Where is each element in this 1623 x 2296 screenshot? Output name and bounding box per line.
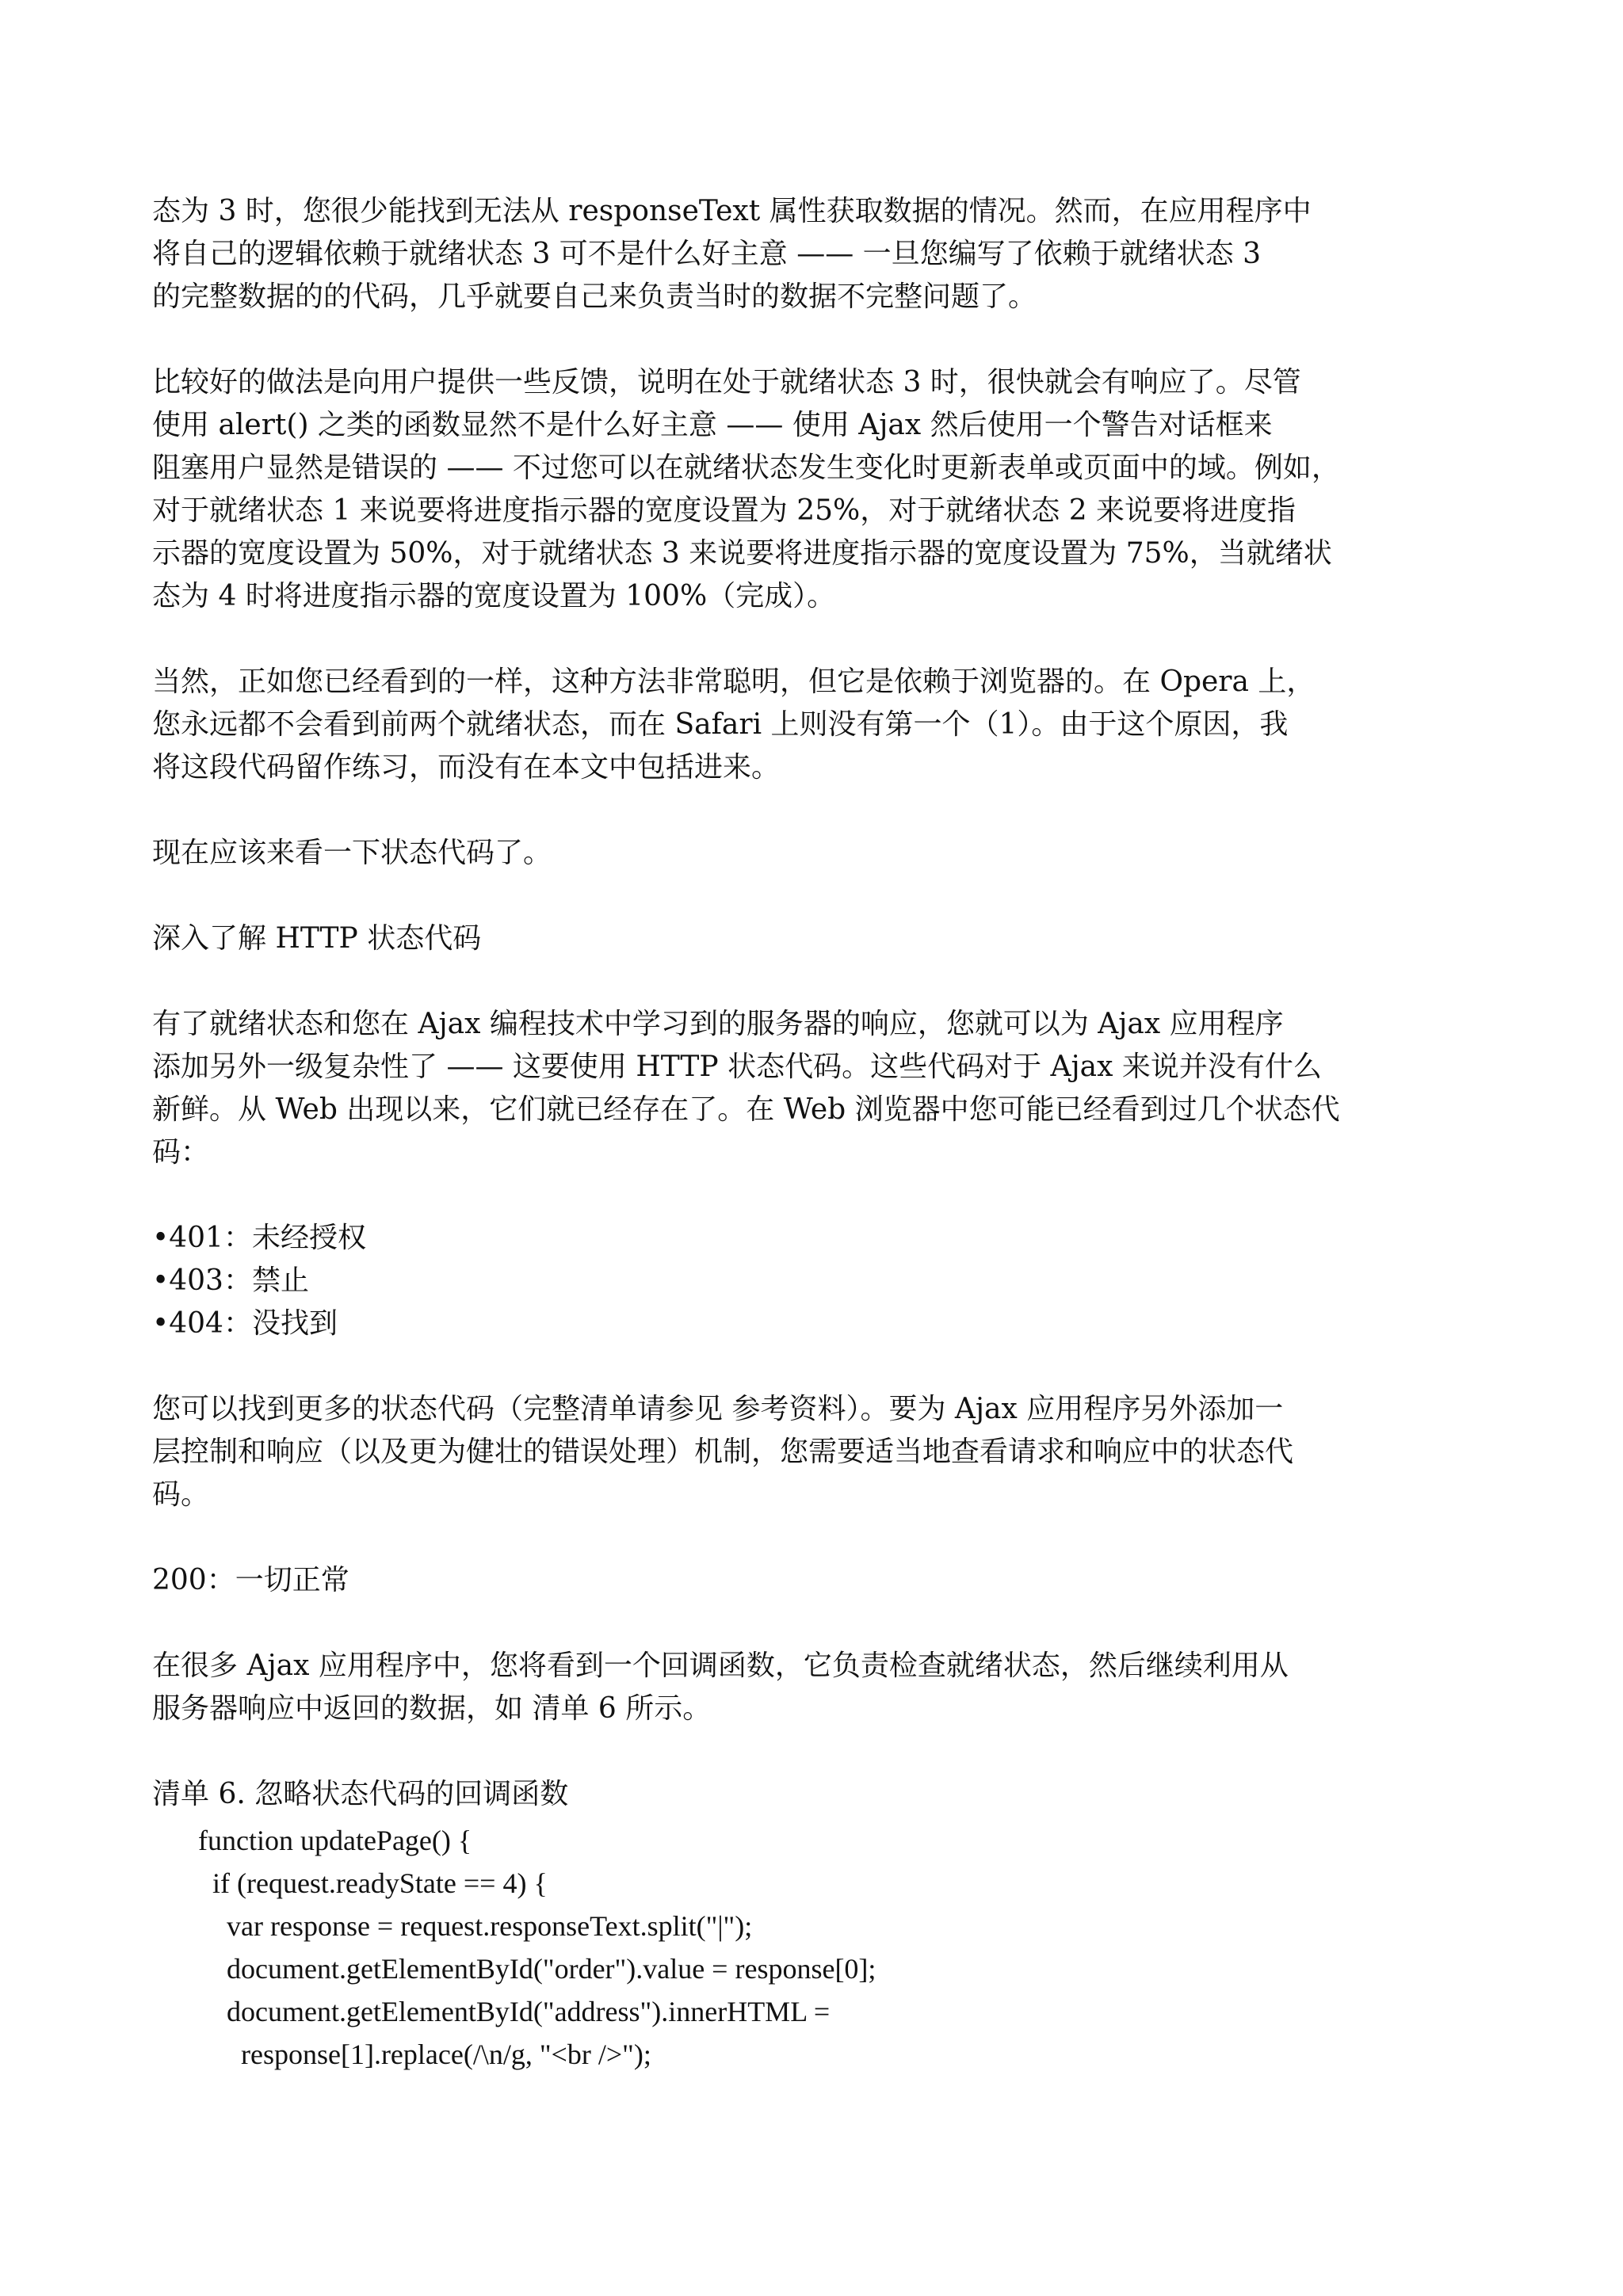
text-line: 示器的宽度设置为 50%，对于就绪状态 3 来说要将进度指示器的宽度设置为 75%，当就绪状	[152, 537, 1332, 570]
list-item-401: •401：未经授权	[152, 1222, 366, 1254]
code-line: document.getElementById("address").innerHTML =	[198, 1996, 831, 2027]
text-line: 有了就绪状态和您在 Ajax 编程技术中学习到的服务器的响应，您就可以为 Ajax 应用程序	[152, 1008, 1284, 1040]
paragraph-ready-state-3	[152, 190, 1499, 318]
text-line: 将这段代码留作练习，而没有在本文中包括进来。	[152, 751, 781, 784]
heading-text: 深入了解 HTTP 状态代码	[152, 922, 482, 955]
text-line: 将自己的逻辑依赖于就绪状态 3 可不是什么好主意 —— 一旦您编写了依赖于就绪状态 3	[152, 238, 1262, 270]
text-line: 码：	[152, 1136, 210, 1169]
text-line: 态为 3 时，您很少能找到无法从 responseText 属性获取数据的情况。然而，在应用程序中	[152, 195, 1312, 227]
text-line: 阻塞用户显然是错误的 —— 不过您可以在就绪状态发生变化时更新表单或页面中的域。例如，	[152, 452, 1340, 484]
text-line: 在很多 Ajax 应用程序中，您将看到一个回调函数，它负责检查就绪状态，然后继续利用从	[152, 1650, 1289, 1682]
paragraph-callback-intro	[152, 1645, 1499, 1730]
text-line: 现在应该来看一下状态代码了。	[152, 837, 552, 869]
list-item-404: •404：没找到	[152, 1307, 338, 1340]
section-heading-200	[152, 1559, 1499, 1602]
text-line: 当然，正如您已经看到的一样，这种方法非常聪明，但它是依赖于浏览器的。在 Opera 上，	[152, 666, 1316, 698]
code-line: response[1].replace(/\n/g, "<br />");	[198, 2039, 651, 2070]
text-line: 态为 4 时将进度指示器的宽度设置为 100%（完成）。	[152, 580, 836, 612]
paragraph-progress-feedback	[152, 361, 1499, 618]
text-line: 服务器响应中返回的数据，如 清单 6 所示。	[152, 1692, 712, 1725]
text-line: 比较好的做法是向用户提供一些反馈，说明在处于就绪状态 3 时，很快就会有响应了。尽管	[152, 366, 1301, 399]
text-line: 您可以找到更多的状态代码（完整清单请参见 参考资料）。要为 Ajax 应用程序另外添加一	[152, 1393, 1284, 1425]
listing-title	[152, 1773, 1499, 1816]
code-line: document.getElementById("order").value = response[0];	[198, 1953, 876, 1985]
listing-title-text: 清单 6. 忽略状态代码的回调函数	[152, 1778, 569, 1810]
text-line: 添加另外一级复杂性了 —— 这要使用 HTTP 状态代码。这些代码对于 Ajax 来说并没有什么	[152, 1051, 1322, 1083]
heading-text: 200：一切正常	[152, 1564, 349, 1596]
text-line: 使用 alert() 之类的函数显然不是什么好主意 —— 使用 Ajax 然后使用一个警告对话框来	[152, 409, 1273, 441]
document-page	[152, 190, 1499, 1816]
text-line: 对于就绪状态 1 来说要将进度指示器的宽度设置为 25%，对于就绪状态 2 来说要将进度指	[152, 494, 1296, 527]
text-line: 的完整数据的的代码，几乎就要自己来负责当时的数据不完整问题了。	[152, 280, 1037, 313]
section-heading-http-status	[152, 917, 1499, 960]
paragraph-browser-dependence	[152, 661, 1499, 789]
text-line: 码。	[152, 1478, 210, 1511]
text-line: 您永远都不会看到前两个就绪状态，而在 Safari 上则没有第一个（1）。由于这个原因，我	[152, 708, 1289, 741]
status-code-list	[152, 1217, 1499, 1345]
code-listing-6	[198, 1819, 876, 2076]
paragraph-status-intro	[152, 832, 1499, 875]
code-line: var response = request.responseText.split("|");	[198, 1910, 753, 1942]
text-line: 新鲜。从 Web 出现以来，它们就已经存在了。在 Web 浏览器中您可能已经看到过几个状态代	[152, 1093, 1340, 1126]
code-line: if (request.readyState == 4) {	[198, 1867, 548, 1899]
text-line: 层控制和响应（以及更为健壮的错误处理）机制，您需要适当地查看请求和响应中的状态代	[152, 1436, 1294, 1468]
list-item-403: •403：禁止	[152, 1264, 309, 1297]
paragraph-http-status-codes	[152, 1003, 1499, 1174]
paragraph-more-status-codes	[152, 1388, 1499, 1516]
code-line: function updatePage() {	[198, 1825, 472, 1856]
